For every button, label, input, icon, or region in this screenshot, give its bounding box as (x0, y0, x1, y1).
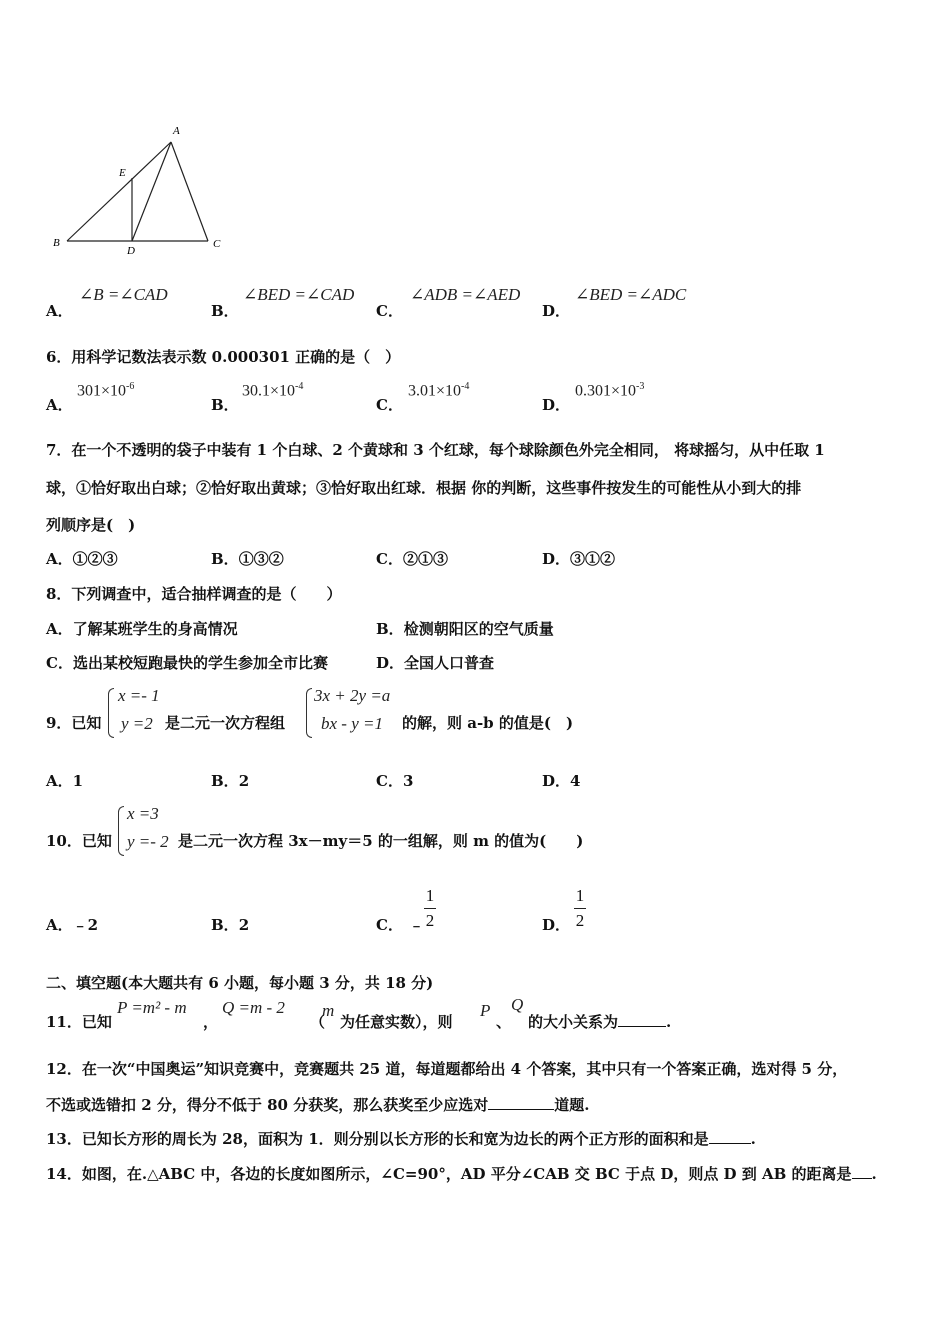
option-expr: $30.1\times 10^{-4}$ (242, 381, 304, 400)
q10-solution-y: y =- 2 (127, 832, 169, 851)
label-e: E (119, 167, 126, 179)
q9-equation-2: bx - y =1 (321, 714, 383, 733)
q11-comma: ， (203, 1013, 219, 1031)
option-letter: B． (211, 396, 239, 414)
segment-ad (132, 142, 171, 241)
q11-note-open: （ (310, 1013, 326, 1031)
fraction: 1 2 (575, 886, 585, 930)
option-letter: C． (376, 302, 403, 320)
q7-option-d[interactable]: D．③①② (542, 550, 616, 568)
option-letter: D． (542, 396, 571, 414)
q11-answer-blank[interactable] (618, 1012, 666, 1027)
q7-line-3: 列顺序是( ) (46, 516, 136, 534)
option-expr: ∠ADB =∠AED (410, 285, 521, 304)
q10-suffix: 是二元一次方程 3x－my＝5 的一组解，则 m 的值为( ) (178, 832, 584, 850)
q8-option-a[interactable]: A．了解某班学生的身高情况 (46, 620, 238, 638)
triangle-figure (45, 120, 235, 265)
option-expr: $0.301\times 10^{-3}$ (575, 381, 645, 400)
q10-option-a[interactable]: A．﹣2 (46, 916, 99, 934)
q11-p: P (480, 1001, 491, 1020)
label-c: C (213, 238, 221, 250)
option-letter: D． (542, 302, 571, 320)
q12-answer-blank[interactable] (488, 1095, 554, 1110)
q9-option-a[interactable]: A．1 (46, 772, 84, 790)
q11-suffix: 的大小关系为 . (528, 1013, 672, 1031)
q11-p-expression: P =m² - m (117, 998, 187, 1017)
q10-solution-brace (118, 806, 124, 856)
segment-ba (67, 142, 171, 241)
option-letter: C． (376, 916, 403, 934)
fraction: 1 2 (425, 886, 435, 930)
q7-line-2: 球，①恰好取出白球；②恰好取出黄球；③恰好取出红球．根据 你的判断，这些事件按发生的可能性从小到大的排 (46, 479, 802, 497)
label-b: B (53, 237, 60, 249)
q11-q-expression: Q =m - 2 (222, 998, 285, 1017)
q9-solution-y: y =2 (121, 714, 153, 733)
q13-text: 13．已知长方形的周长为 28，面积为 1．则分别以长方形的长和宽为边长的两个正方形的面积和是 . (46, 1130, 756, 1148)
q6-stem: 6．用科学记数法表示数 0.000301 正确的是（ ） (46, 348, 401, 366)
option-letter: B． (211, 302, 239, 320)
q9-solution-brace (108, 688, 114, 738)
q8-option-d[interactable]: D．全国人口普查 (376, 654, 495, 672)
q10-option-b[interactable]: B．2 (211, 916, 250, 934)
q9-option-d[interactable]: D．4 (542, 772, 581, 790)
q9-prefix: 9．已知 (46, 714, 102, 732)
q7-line-1: 7．在一个不透明的袋子中装有 1 个白球、2 个黄球和 3 个红球，每个球除颜色外完全相同， 将球摇匀，从中任取 1 (46, 441, 825, 459)
label-d: D (127, 245, 135, 257)
q14-text: 14．如图，在.△ABC 中，各边的长度如图所示，∠C=90°，AD 平分∠CAB 交 BC 于点 D，则点 D 到 AB 的距离是 . (46, 1165, 877, 1183)
label-a: A (173, 125, 180, 137)
q10-solution-x: x =3 (127, 804, 159, 823)
option-expr: $301\times 10^{-6}$ (77, 381, 135, 400)
q7-option-c[interactable]: C．②①③ (376, 550, 448, 568)
q7-option-b[interactable]: B．①③② (211, 550, 284, 568)
q13-answer-blank[interactable] (709, 1129, 751, 1144)
q11-prefix: 11．已知 (46, 1013, 112, 1031)
option-expr: ∠B =∠CAD (79, 285, 168, 304)
q9-option-c[interactable]: C．3 (376, 772, 414, 790)
option-sign: ﹣ (409, 916, 425, 934)
q9-suffix: 的解，则 a-b 的值是( ) (402, 714, 574, 732)
q7-option-a[interactable]: A．①②③ (46, 550, 118, 568)
section-2-heading: 二、填空题(本大题共有 6 小题，每小题 3 分，共 18 分) (46, 974, 434, 992)
option-letter: A． (46, 302, 73, 320)
q10-prefix: 10．已知 (46, 832, 112, 850)
q9-mid: 是二元一次方程组 (165, 714, 286, 732)
option-letter: D． (542, 916, 571, 934)
q11-q: Q (511, 995, 524, 1014)
q11-dun: 、 (496, 1013, 512, 1031)
q11-note-m: m (322, 1001, 335, 1020)
option-expr: $3.01\times 10^{-4}$ (408, 381, 470, 400)
q14-answer-blank[interactable] (852, 1164, 872, 1179)
option-expr: ∠BED =∠ADC (575, 285, 687, 304)
q9-option-b[interactable]: B．2 (211, 772, 250, 790)
option-expr: ∠BED =∠CAD (243, 285, 355, 304)
segment-ac (171, 142, 208, 241)
q8-stem: 8．下列调查中，适合抽样调查的是（ ） (46, 585, 342, 603)
q8-option-c[interactable]: C．选出某校短跑最快的学生参加全市比赛 (46, 654, 328, 672)
q11-note-close: 为任意实数），则 (340, 1013, 453, 1031)
q12-line-2: 不选或选错扣 2 分，得分不低于 80 分获奖，那么获奖至少应选对 道题. (46, 1096, 590, 1114)
q9-equation-1: 3x + 2y =a (314, 686, 391, 705)
option-letter: C． (376, 396, 403, 414)
q8-option-b[interactable]: B．检测朝阳区的空气质量 (376, 620, 554, 638)
q12-line-1: 12．在一次“中国奥运”知识竞赛中，竞赛题共 25 道，每道题都给出 4 个答案，其中只有一个答案正确，选对得 5 分， (46, 1060, 848, 1078)
q9-system-brace (306, 688, 312, 738)
option-letter: A． (46, 396, 73, 414)
q9-solution-x: x =- 1 (118, 686, 160, 705)
